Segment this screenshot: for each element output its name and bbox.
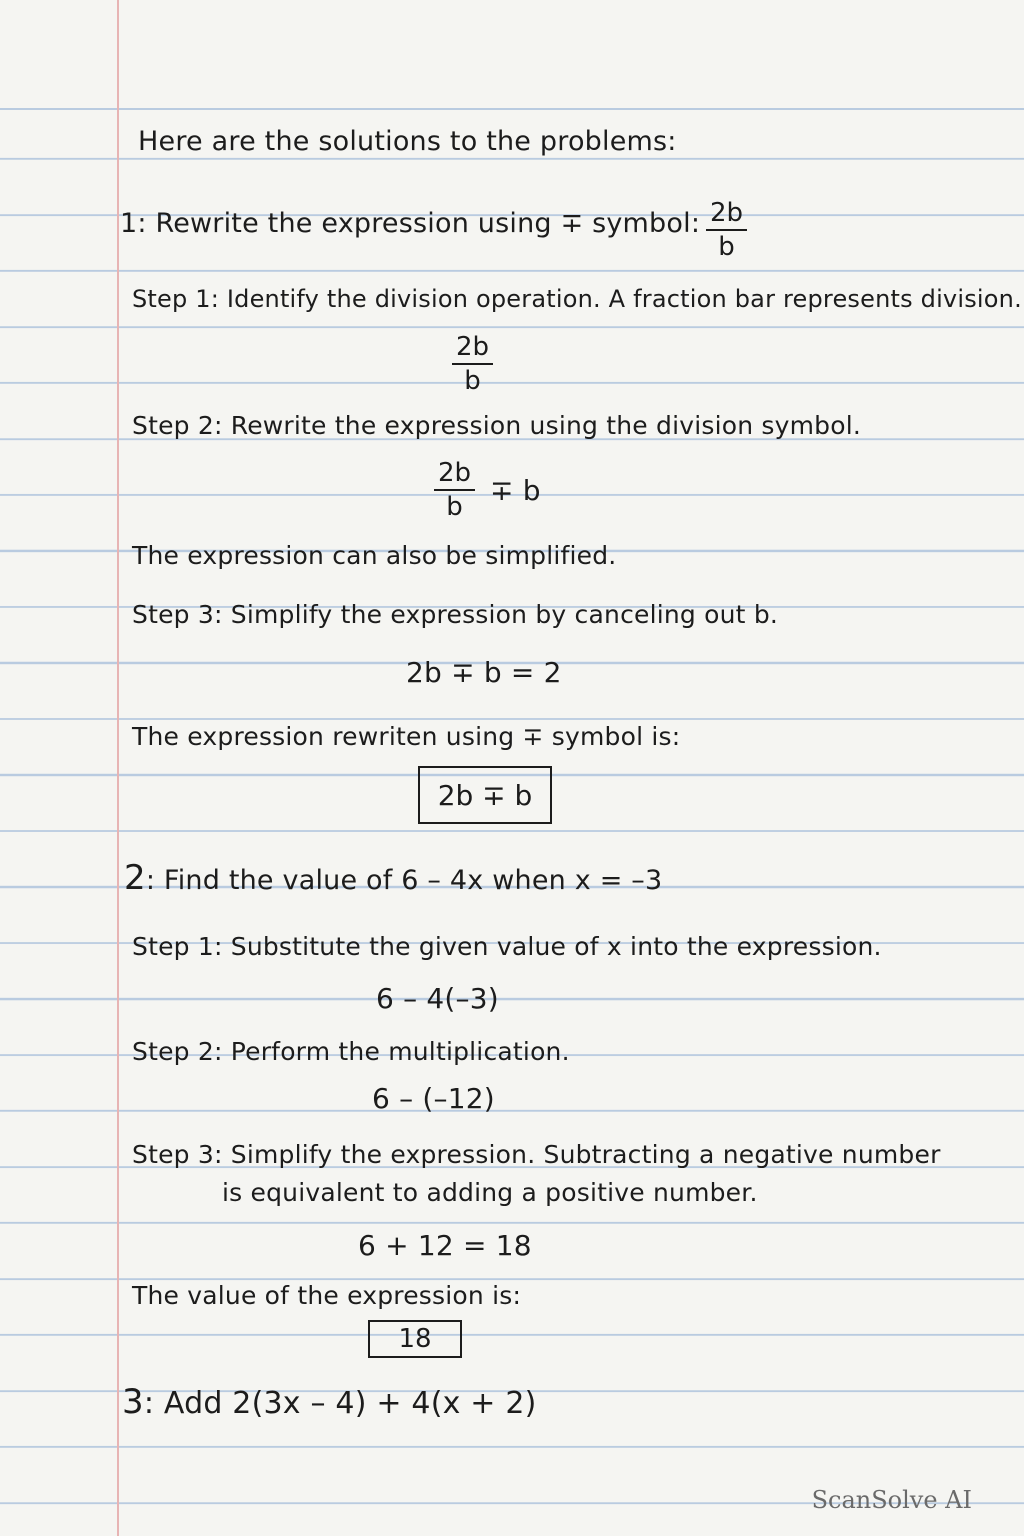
margin-line [117, 0, 119, 1536]
problem2-step2-result: 6 – (–12) [372, 1082, 495, 1115]
problem2-step3-line1: Step 3: Simplify the expression. Subtracting a negative number [132, 1140, 941, 1169]
intro-text: Here are the solutions to the problems: [138, 126, 677, 157]
problem2-heading-text: : Find the value of 6 – 4x when x = –3 [145, 865, 663, 896]
problem1-step2-suffix: ∓ b [490, 474, 541, 507]
problem3-heading-text: : Add 2(3x – 4) + 4(x + 2) [143, 1386, 537, 1421]
fraction-denominator: b [464, 366, 481, 396]
problem2-conclusion: The value of the expression is: [132, 1281, 522, 1310]
problem1-heading: 1: Rewrite the expression using ∓ symbol: [120, 208, 701, 239]
problem1-step3-result: 2b ∓ b = 2 [406, 656, 562, 689]
problem1-step2-fraction [434, 460, 475, 520]
problem2-heading [124, 858, 662, 898]
fraction-denominator: b [446, 492, 463, 522]
problem2-step1-result: 6 – 4(–3) [376, 982, 499, 1015]
fraction-numerator: 2b [706, 200, 747, 231]
answer-text: 2b ∓ b [437, 778, 533, 812]
problem1-note: The expression can also be simplified. [132, 541, 617, 570]
problem2-step2: Step 2: Perform the multiplication. [132, 1037, 570, 1066]
fraction-numerator: 2b [452, 334, 493, 365]
problem1-answer-box [418, 766, 552, 824]
problem1-step1: Step 1: Identify the division operation. A fraction bar represents division. [132, 285, 1022, 313]
problem1-step1-fraction [452, 334, 493, 394]
problem1-heading-fraction [706, 200, 747, 260]
watermark: ScanSolve AI [811, 1486, 972, 1514]
problem1-conclusion: The expression rewriten using ∓ symbol is: [132, 722, 681, 751]
problem2-step1: Step 1: Substitute the given value of x into the expression. [132, 932, 882, 961]
page-header-band [0, 0, 1024, 110]
problem1-step3: Step 3: Simplify the expression by canceling out b. [132, 600, 779, 629]
fraction-denominator: b [718, 232, 735, 262]
fraction-numerator: 2b [434, 460, 475, 491]
answer-text: 18 [398, 1324, 432, 1354]
problem3-heading [122, 1382, 537, 1422]
problem2-number: 2 [124, 858, 146, 898]
problem2-answer-box [368, 1320, 462, 1358]
problem2-step3-result: 6 + 12 = 18 [358, 1229, 532, 1262]
problem2-step3-line2: is equivalent to adding a positive number. [222, 1178, 758, 1207]
problem1-step2: Step 2: Rewrite the expression using the division symbol. [132, 411, 862, 440]
problem3-number: 3 [122, 1382, 144, 1422]
